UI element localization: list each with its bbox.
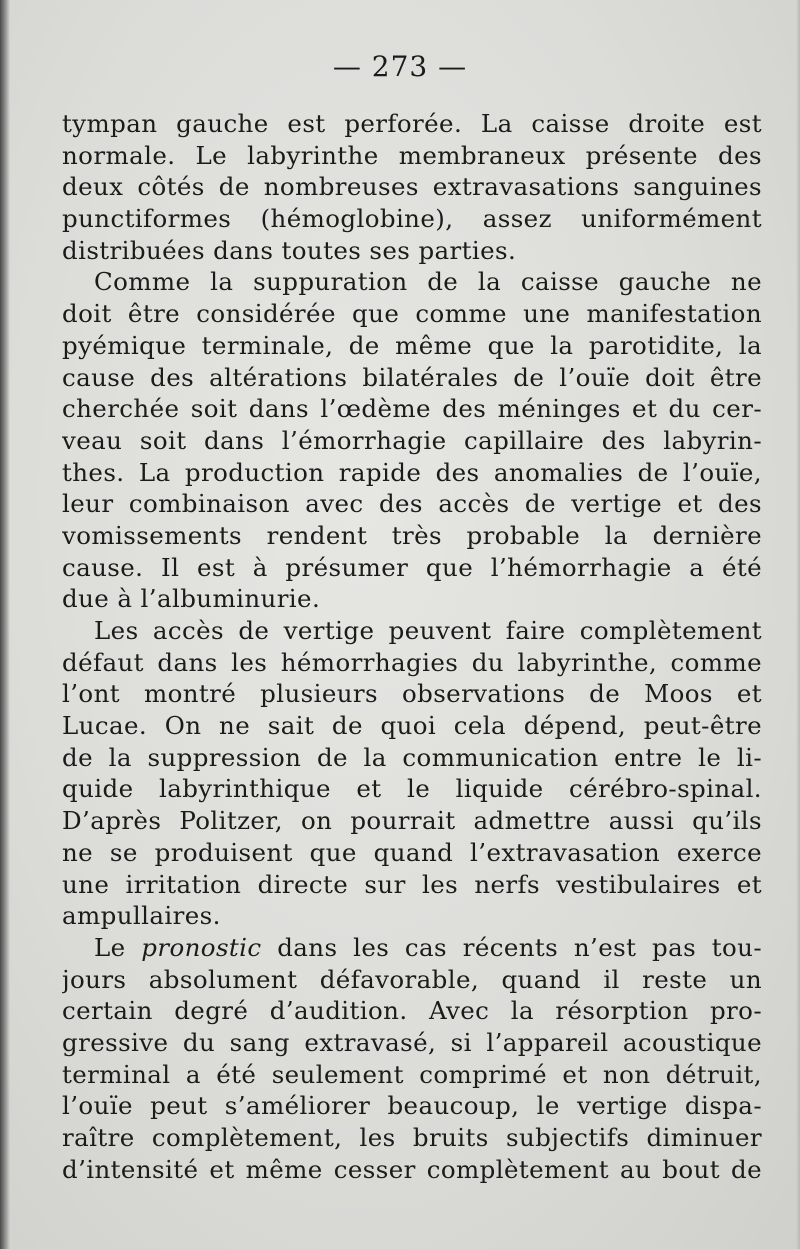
text-line: thes. La production rapide des anomalies de l’ouïe, bbox=[62, 457, 762, 487]
text-line: tympan gauche est perforée. La caisse droite est bbox=[62, 109, 762, 138]
text-line: gressive du sang extravasé, si l’appareil acoustique bbox=[62, 1027, 762, 1057]
text-line: normale. Le labyrinthe membraneux présente des bbox=[62, 140, 762, 170]
text-line: Comme la suppuration de la caisse gauche ne bbox=[94, 267, 762, 297]
text-line: certain degré d’audition. Avec la résorption pro- bbox=[62, 996, 762, 1026]
text-line: Lucae. On ne sait de quoi cela dépend, peut-être bbox=[62, 711, 762, 741]
text-line: jours absolument défavorable, quand il reste un bbox=[62, 964, 762, 994]
line-start: Le bbox=[94, 932, 142, 962]
text-line: l’ont montré plusieurs observations de Moos et bbox=[62, 679, 762, 709]
text-line: quide labyrinthique et le liquide cérébro-spinal. bbox=[62, 774, 762, 804]
italic-term-pronostic: pronostic bbox=[141, 932, 262, 962]
page-number: — 273 — bbox=[332, 50, 468, 83]
text-line: de la suppression de la communication entre le li- bbox=[62, 742, 762, 772]
text-line: leur combinaison avec des accès de vertige et des bbox=[62, 489, 762, 519]
text-line: d’intensité et même cesser complètement au bout de bbox=[62, 1154, 762, 1184]
body-text bbox=[62, 108, 762, 1185]
line-rest: dans les cas récents n’est pas tou- bbox=[261, 932, 762, 962]
page-edge-shadow bbox=[796, 0, 800, 1249]
text-line-with-italic bbox=[62, 932, 762, 964]
text-line: cause. Il est à présumer que l’hémorrhagie a été bbox=[62, 552, 762, 582]
text-line: due à l’albuminurie. bbox=[62, 584, 321, 614]
text-line: deux côtés de nombreuses extravasations sanguines bbox=[62, 172, 762, 202]
text-line: D’après Politzer, on pourrait admettre aussi qu’ils bbox=[62, 806, 762, 836]
text-line: vomissements rendent très probable la dernière bbox=[62, 520, 762, 550]
text-line: ne se produisent que quand l’extravasation exerce bbox=[62, 837, 762, 867]
text-line: cause des altérations bilatérales de l’ouïe doit être bbox=[62, 362, 762, 392]
text-line: terminal a été seulement comprimé et non détruit, bbox=[62, 1059, 762, 1089]
text-line: une irritation directe sur les nerfs vestibulaires et bbox=[62, 869, 762, 899]
page-gutter-shadow bbox=[0, 0, 10, 1249]
text-line: Les accès de vertige peuvent faire complètement bbox=[94, 616, 762, 645]
text-line: raître complètement, les bruits subjectifs diminuer bbox=[62, 1123, 762, 1152]
text-line: pyémique terminale, de même que la parotidite, la bbox=[62, 330, 762, 360]
text-line: distribuées dans toutes ses parties. bbox=[62, 235, 517, 265]
text-line: ampullaires. bbox=[62, 901, 221, 931]
text-line: cherchée soit dans l’œdème des méninges et du cer- bbox=[62, 394, 762, 424]
text-line: l’ouïe peut s’améliorer beaucoup, le vertige dispa- bbox=[62, 1091, 762, 1121]
text-line: défaut dans les hémorrhagies du labyrinthe, comme bbox=[62, 647, 762, 677]
text-line: veau soit dans l’émorrhagie capillaire des labyrin- bbox=[62, 425, 762, 455]
text-line: punctiformes (hémoglobine), assez uniformément bbox=[62, 204, 762, 234]
text-line: doit être considérée que comme une manifestation bbox=[62, 299, 762, 329]
